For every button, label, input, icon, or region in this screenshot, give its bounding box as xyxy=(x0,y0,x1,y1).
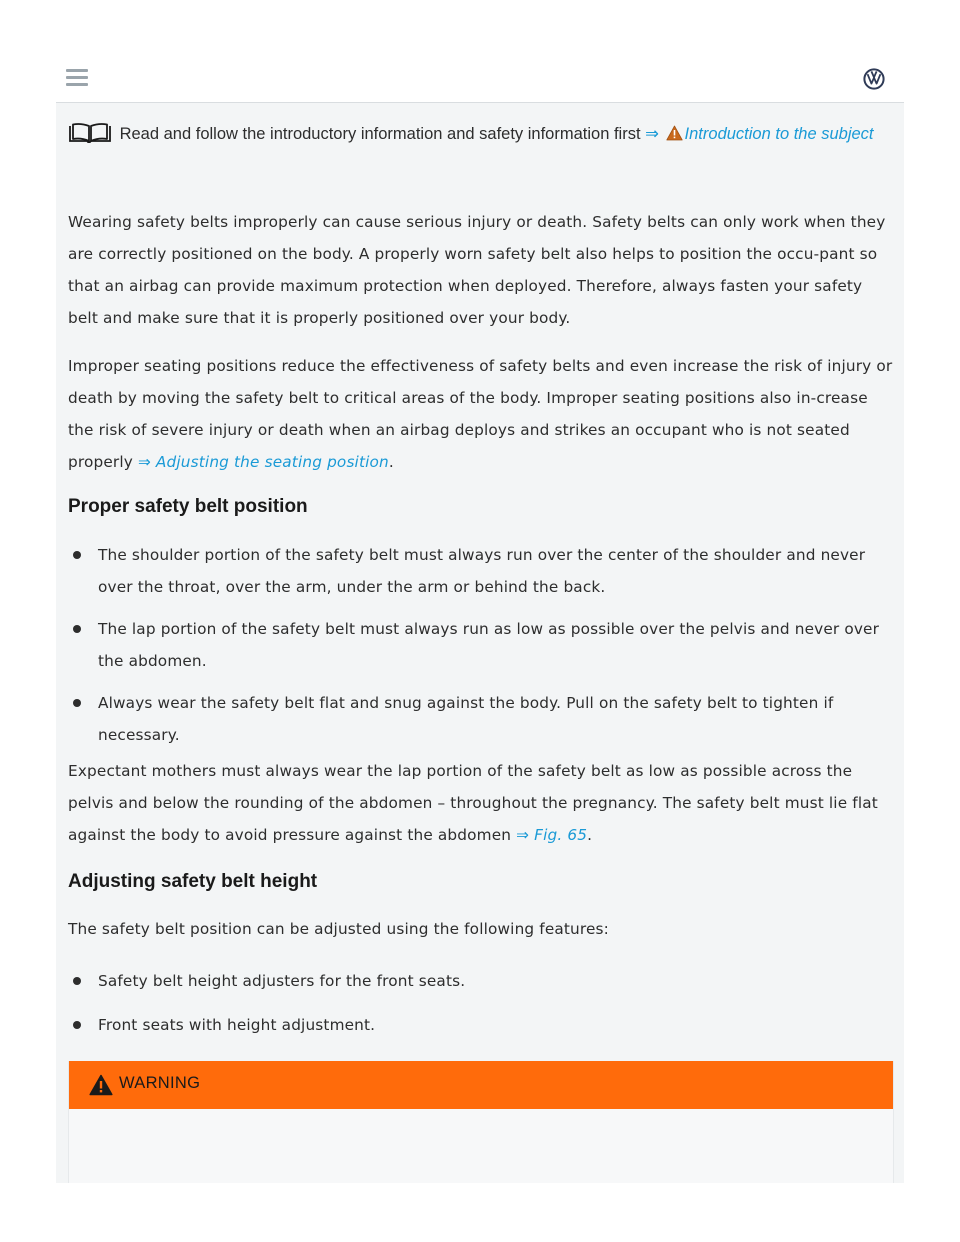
top-bar xyxy=(56,56,904,103)
paragraph-seating-end: . xyxy=(388,453,394,471)
bullet-dot xyxy=(73,699,81,707)
warning-triangle-icon xyxy=(666,125,683,141)
list-item xyxy=(56,613,896,677)
intro-text: Read and follow the introductory information and safety information first xyxy=(119,125,641,143)
bullet-dot xyxy=(73,977,81,985)
figure-65-link[interactable]: ⇒ Fig. 65 xyxy=(516,826,588,844)
heading-proper-position: Proper safety belt position xyxy=(68,496,308,517)
bullet-dot xyxy=(73,551,81,559)
manual-content xyxy=(56,103,904,1183)
warning-label: WARNING xyxy=(119,1074,201,1092)
bullet-list-height xyxy=(56,965,896,1051)
warning-triangle-icon xyxy=(89,1074,113,1096)
list-item-text: Safety belt height adjusters for the front seats. xyxy=(98,972,466,990)
intro-link[interactable]: Introduction to the subject xyxy=(684,125,874,143)
bullet-list-position xyxy=(56,539,896,761)
bullet-dot xyxy=(73,625,81,633)
list-item xyxy=(56,1009,896,1041)
warning-box xyxy=(68,1061,894,1183)
paragraph-expectant-text: Expectant mothers must always wear the lap portion of the safety belt as low as possible across the pelvis and below the rounding of the abdomen – throughout the pregnancy. The safety belt must lie flat against the body to avoid pressure against the abdomen xyxy=(68,762,878,844)
seating-position-link[interactable]: ⇒ Adjusting the seating position xyxy=(137,453,389,471)
open-book-icon xyxy=(68,123,112,143)
intro-arrow: ⇒ xyxy=(645,125,659,143)
paragraph-expectant-mothers xyxy=(68,755,896,851)
paragraph-improper-wear: Wearing safety belts improperly can cause serious injury or death. Safety belts can only work when they are correctly positioned on the body. A properly worn safety belt also helps to position the occu-pant so that an airbag can provide maximum protection when deployed. Therefore, always fasten your safety belt and make sure that it is properly positioned over your body. xyxy=(68,213,886,327)
list-item-text: The shoulder portion of the safety belt must always run over the center of the shoulder and never over the throat, over the arm, under the arm or behind the back. xyxy=(98,546,866,596)
paragraph-seating-positions xyxy=(68,350,896,478)
intro-notice xyxy=(68,121,888,148)
warning-header xyxy=(69,1061,893,1109)
vw-logo-icon[interactable] xyxy=(863,68,885,90)
hamburger-menu-icon[interactable] xyxy=(66,69,88,87)
paragraph-adjust-features: The safety belt position can be adjusted using the following features: xyxy=(68,920,609,938)
list-item-text: The lap portion of the safety belt must always run as low as possible over the pelvis and never over the abdomen. xyxy=(98,620,880,670)
paragraph-seating-text: Improper seating positions reduce the effectiveness of safety belts and even increase the risk of injury or death by moving the safety belt to critical areas of the body. Improper seating positions also in-crease the risk of severe injury or death when an airbag deploys and strikes an occupant who is not seated properly xyxy=(68,357,893,471)
list-item xyxy=(56,539,896,603)
heading-belt-height: Adjusting safety belt height xyxy=(68,871,318,892)
list-item-text: Front seats with height adjustment. xyxy=(98,1016,376,1034)
list-item xyxy=(56,965,896,997)
bullet-dot xyxy=(73,1021,81,1029)
paragraph-expectant-end: . xyxy=(587,826,593,844)
list-item xyxy=(56,687,896,751)
list-item-text: Always wear the safety belt flat and snug against the body. Pull on the safety belt to tighten if necessary. xyxy=(98,694,834,744)
